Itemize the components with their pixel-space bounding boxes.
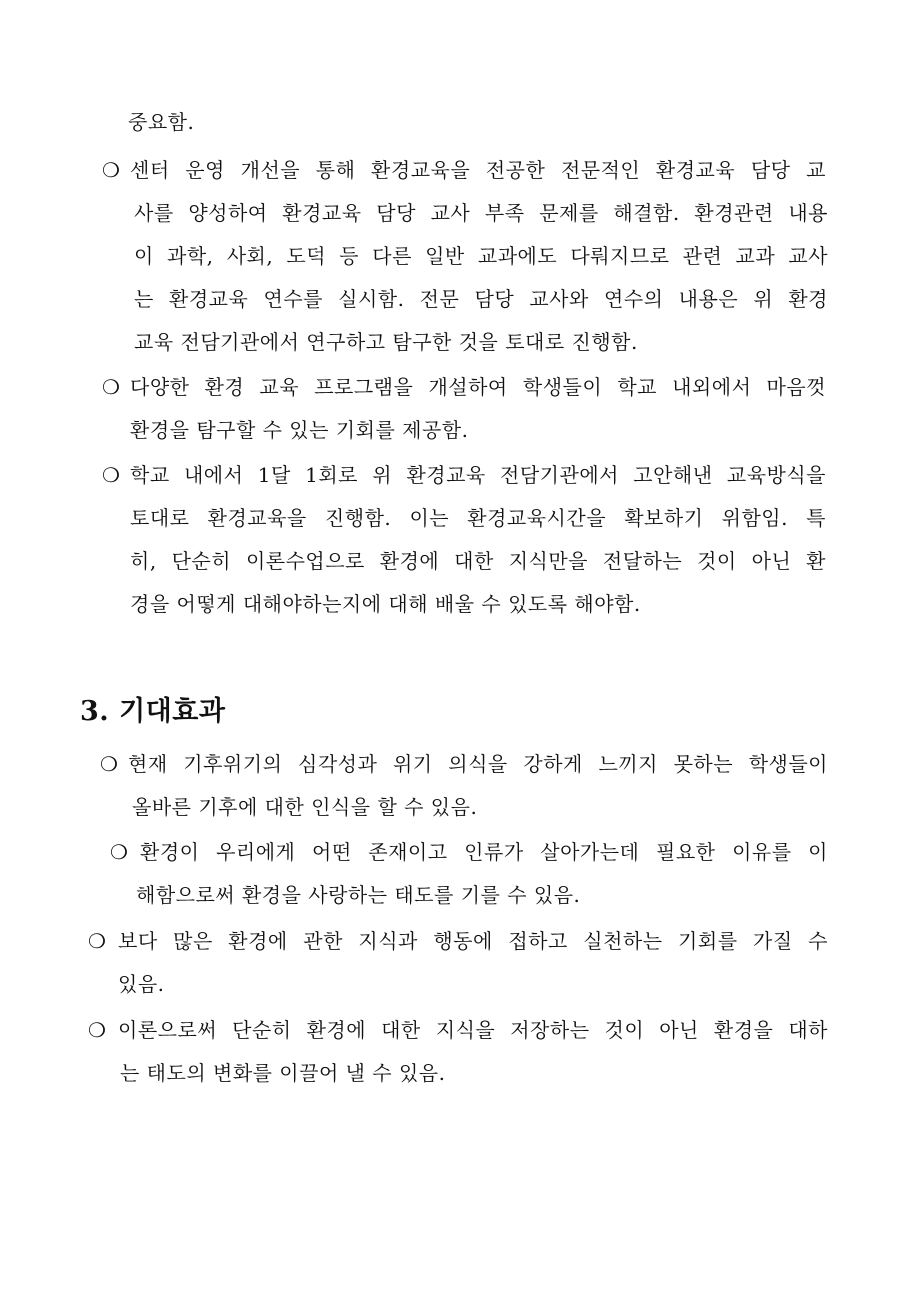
bullet-icon: ❍ (88, 1018, 106, 1042)
continuation-text: 중요함. (128, 110, 195, 134)
list-item-line: 토대로 환경교육을 진행함. 이는 환경교육시간을 확보하기 위함임. 특 (130, 506, 826, 530)
list-item-line: 환경이 우리에게 어떤 존재이고 인류가 살아가는데 필요한 이유를 이 (140, 840, 828, 864)
section-heading: 3. 기대효과 (80, 696, 226, 727)
list-item-line: 는 환경교육 연수를 실시함. 전문 담당 교사와 연수의 내용은 위 환경 (134, 287, 828, 311)
list-item-line: 사를 양성하여 환경교육 담당 교사 부족 문제를 해결함. 환경관련 내용 (134, 201, 828, 225)
bullet-icon: ❍ (102, 463, 120, 487)
list-item-line: 환경을 탐구할 수 있는 기회를 제공함. (130, 418, 469, 442)
list-item-line: 보다 많은 환경에 관한 지식과 행동에 접하고 실천하는 기회를 가질 수 (118, 929, 828, 953)
list-item-line: 경을 어떻게 대해야하는지에 대해 배울 수 있도록 해야함. (130, 592, 641, 616)
list-item-line: 올바른 기후에 대한 인식을 할 수 있음. (132, 795, 478, 819)
list-item-line: 현재 기후위기의 심각성과 위기 의식을 강하게 느끼지 못하는 학생들이 (128, 752, 828, 776)
bullet-icon: ❍ (110, 840, 128, 864)
list-item-line: 해함으로써 환경을 사랑하는 태도를 기를 수 있음. (136, 883, 581, 907)
list-item-line: 학교 내에서 1달 1회로 위 환경교육 전담기관에서 고안해낸 교육방식을 (130, 463, 826, 487)
list-item-line: 다양한 환경 교육 프로그램을 개설하여 학생들이 학교 내외에서 마음껏 (130, 375, 826, 399)
list-item-line: 이론으로써 단순히 환경에 대한 지식을 저장하는 것이 아닌 환경을 대하 (118, 1018, 828, 1042)
list-item-line: 이 과학, 사회, 도덕 등 다른 일반 교과에도 다뤄지므로 관련 교과 교사 (134, 244, 828, 268)
bullet-icon: ❍ (100, 752, 118, 776)
bullet-icon: ❍ (102, 158, 120, 182)
bullet-icon: ❍ (88, 929, 106, 953)
bullet-icon: ❍ (102, 375, 120, 399)
list-item-line: 교육 전담기관에서 연구하고 탐구한 것을 토대로 진행함. (134, 330, 638, 354)
list-item-line: 는 태도의 변화를 이끌어 낼 수 있음. (120, 1061, 446, 1085)
list-item-line: 센터 운영 개선을 통해 환경교육을 전공한 전문적인 환경교육 담당 교 (130, 158, 826, 182)
list-item-line: 있음. (118, 972, 165, 996)
list-item-line: 히, 단순히 이론수업으로 환경에 대한 지식만을 전달하는 것이 아닌 환 (130, 549, 826, 573)
